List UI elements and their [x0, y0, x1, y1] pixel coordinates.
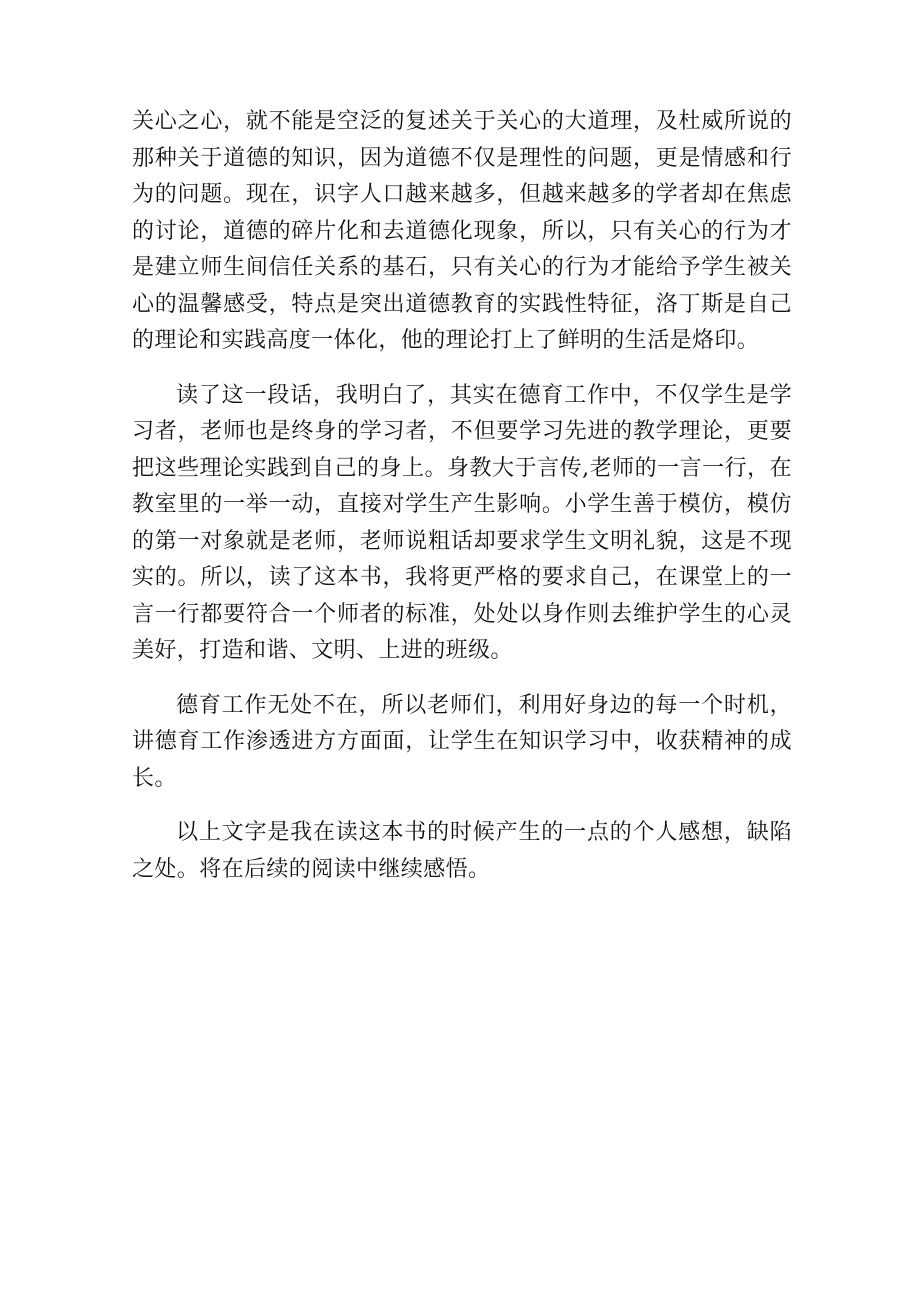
paragraph-3: 德育工作无处不在，所以老师们，利用好身边的每一个时机，讲德育工作渗透进方方面面，让学生在知识学习中，收获精神的成长。 — [132, 692, 792, 791]
paragraph-2: 读了这一段话，我明白了，其实在德育工作中，不仅学生是学习者，老师也是终身的学习者，不但要学习先进的教学理论，更要把这些理论实践到自己的身上。身教大于言传,老师的一言一行，在教室里的一举一动，直接对学生产生影响。小学生善于模仿，模仿的第一对象就是老师，老师说粗话却要求学生文明礼貌，这是不现实的。所以，读了这本书，我将更严格的要求自己，在课堂上的一言一行都要符合一个师者的标准，处处以身作则去维护学生的心灵美好，打造和谐、文明、上进的班级。 — [132, 382, 792, 663]
paragraph-4: 以上文字是我在读这本书的时候产生的一点的个人感想，缺陷之处。将在后续的阅读中继续感悟。 — [132, 820, 792, 882]
document-page — [132, 104, 792, 906]
paragraph-1: 关心之心，就不能是空泛的复述关于关心的大道理，及杜威所说的那种关于道德的知识，因为道德不仅是理性的问题，更是情感和行为的问题。现在，识字人口越来越多，但越来越多的学者却在焦虑的讨论，道德的碎片化和去道德化现象，所以，只有关心的行为才是建立师生间信任关系的基石，只有关心的行为才能给予学生被关心的温馨感受，特点是突出道德教育的实践性特征，洛丁斯是自己的理论和实践高度一体化，他的理论打上了鲜明的生活是烙印。 — [132, 109, 792, 353]
